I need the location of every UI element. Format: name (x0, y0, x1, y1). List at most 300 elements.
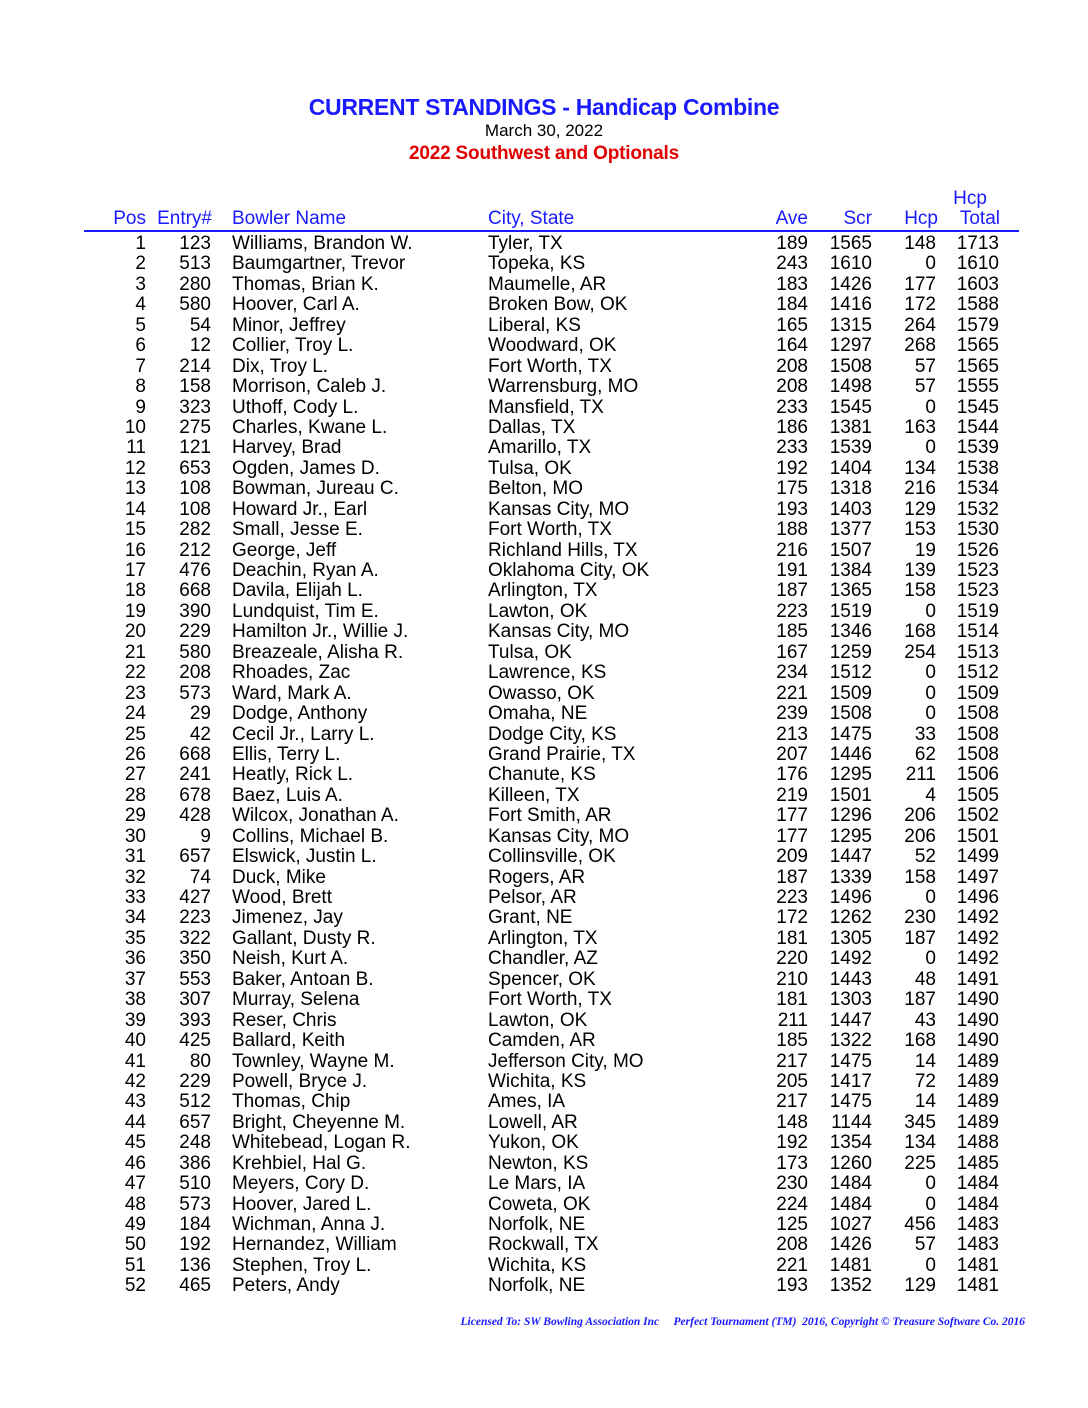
scr-cell: 1416 (829, 294, 872, 316)
table-row (0, 398, 1088, 418)
ave-cell: 125 (776, 1214, 808, 1235)
city-state-cell: Amarillo, TX (488, 437, 592, 459)
entry-cell: 513 (179, 253, 211, 275)
hcp-cell: 129 (904, 498, 936, 520)
table-row (0, 541, 1088, 561)
hcp-cell: 0 (925, 887, 936, 908)
ave-cell: 183 (776, 273, 808, 295)
pos-cell: 14 (124, 498, 146, 520)
entry-cell: 121 (179, 437, 211, 459)
bowler-name-cell: Charles, Kwane L. (232, 416, 388, 438)
pos-cell: 38 (124, 989, 146, 1011)
hcp-cell: 230 (904, 907, 936, 929)
hcp-cell: 0 (925, 1193, 936, 1215)
bowler-name-cell: Townley, Wayne M. (232, 1050, 395, 1072)
table-row (0, 929, 1088, 949)
hcp-total-cell: 1485 (956, 1152, 999, 1174)
ave-cell: 184 (776, 294, 808, 316)
pos-cell: 21 (124, 641, 146, 663)
ave-cell: 177 (776, 825, 808, 847)
hcp-cell: 211 (905, 764, 936, 786)
city-state-cell: Wichita, KS (488, 1254, 587, 1276)
bowler-name-cell: Hoover, Carl A. (232, 294, 360, 316)
hcp-cell: 0 (925, 682, 936, 704)
city-state-cell: Richland Hills, TX (488, 539, 638, 561)
scr-cell: 1539 (829, 437, 872, 459)
entry-cell: 386 (179, 1152, 211, 1174)
entry-cell: 653 (179, 457, 211, 479)
hcp-total-cell: 1555 (956, 376, 999, 398)
city-state-cell: Owasso, OK (488, 682, 595, 704)
table-row (0, 500, 1088, 520)
hcp-cell: 134 (904, 457, 936, 479)
entry-cell: 275 (179, 416, 211, 438)
bowler-name-cell: Bright, Cheyenne M. (232, 1111, 406, 1133)
scr-cell: 1507 (829, 539, 872, 561)
standings-table (0, 234, 1088, 1297)
city-state-cell: Omaha, NE (488, 703, 588, 725)
city-state-cell: Newton, KS (488, 1152, 589, 1174)
table-row (0, 254, 1088, 274)
pos-cell: 7 (135, 355, 146, 377)
ave-cell: 221 (776, 682, 808, 704)
entry-cell: 108 (179, 478, 211, 500)
scr-cell: 1481 (829, 1254, 872, 1276)
bowler-name-cell: Wilcox, Jonathan A. (232, 805, 399, 827)
entry-cell: 510 (179, 1173, 211, 1195)
entry-cell: 29 (189, 703, 211, 725)
city-state-cell: Lawton, OK (488, 600, 588, 622)
scr-cell: 1475 (829, 723, 872, 745)
hcp-cell: 153 (904, 519, 936, 541)
city-state-cell: Spencer, OK (488, 968, 596, 990)
bowler-name-cell: Lundquist, Tim E. (232, 600, 379, 622)
entry-cell: 657 (179, 1111, 211, 1133)
city-state-cell: Oklahoma City, OK (488, 560, 650, 581)
pos-cell: 12 (124, 457, 146, 479)
hcp-total-cell: 1534 (956, 478, 999, 500)
bowler-name-cell: Collins, Michael B. (232, 825, 389, 847)
scr-cell: 1426 (829, 273, 872, 295)
hcp-cell: 158 (904, 580, 936, 602)
scr-cell: 1354 (829, 1132, 872, 1154)
hcp-total-cell: 1492 (956, 927, 999, 949)
table-row (0, 745, 1088, 765)
scr-cell: 1610 (829, 253, 872, 275)
scr-cell: 1377 (829, 519, 872, 541)
entry-cell: 123 (179, 233, 211, 254)
scr-cell: 1346 (829, 621, 872, 643)
ave-cell: 205 (776, 1070, 808, 1092)
ave-cell: 207 (776, 743, 808, 765)
city-state-cell: Norfolk, NE (488, 1214, 586, 1235)
hcp-cell: 0 (925, 600, 936, 622)
city-state-cell: Chanute, KS (488, 764, 596, 786)
hcp-cell: 14 (914, 1050, 936, 1072)
entry-cell: 323 (179, 396, 211, 418)
bowler-name-cell: Cecil Jr., Larry L. (232, 723, 375, 745)
hcp-cell: 48 (914, 968, 936, 990)
hcp-total-cell: 1523 (956, 580, 999, 602)
hcp-total-cell: 1523 (956, 560, 999, 581)
hcp-cell: 206 (904, 805, 936, 827)
table-row (0, 847, 1088, 867)
hcp-total-cell: 1490 (956, 989, 999, 1011)
table-row (0, 357, 1088, 377)
ave-cell: 175 (776, 478, 808, 500)
entry-cell: 573 (179, 682, 211, 704)
ave-cell: 208 (776, 376, 808, 398)
pos-cell: 31 (124, 846, 146, 868)
table-row (0, 377, 1088, 397)
pos-cell: 16 (124, 539, 146, 561)
table-row (0, 1235, 1088, 1255)
scr-cell: 1498 (829, 376, 872, 398)
city-state-cell: Lawton, OK (488, 1009, 588, 1031)
ave-cell: 177 (776, 805, 808, 827)
pos-cell: 45 (124, 1132, 146, 1154)
bowler-name-cell: Williams, Brandon W. (232, 233, 413, 254)
hcp-cell: 177 (904, 273, 936, 295)
ave-cell: 216 (776, 539, 808, 561)
pos-cell: 2 (135, 253, 146, 275)
entry-cell: 12 (189, 335, 211, 357)
pos-cell: 44 (124, 1111, 146, 1133)
city-state-cell: Broken Bow, OK (488, 294, 628, 316)
hcp-total-cell: 1508 (956, 703, 999, 725)
hcp-cell: 225 (904, 1152, 936, 1174)
table-row (0, 786, 1088, 806)
hcp-cell: 163 (904, 416, 936, 438)
entry-cell: 657 (179, 846, 211, 868)
hcp-total-cell: 1481 (956, 1275, 999, 1297)
pos-cell: 30 (124, 825, 146, 847)
city-state-cell: Pelsor, AR (488, 887, 577, 908)
scr-cell: 1297 (829, 335, 872, 357)
scr-cell: 1565 (829, 233, 872, 254)
bowler-name-cell: Jimenez, Jay (232, 907, 343, 929)
hcp-total-cell: 1490 (956, 1030, 999, 1052)
hcp-cell: 264 (904, 314, 936, 336)
bowler-name-cell: Harvey, Brad (232, 437, 342, 459)
scr-cell: 1262 (829, 907, 872, 929)
ave-cell: 192 (776, 457, 808, 479)
column-header-scr: Scr (843, 208, 872, 229)
page-title: CURRENT STANDINGS - Handicap Combine (308, 94, 780, 120)
pos-cell: 9 (135, 396, 146, 418)
city-state-cell: Fort Smith, AR (488, 805, 612, 827)
scr-cell: 1365 (829, 580, 872, 602)
column-header-hcp-total-line1: Hcp (953, 188, 987, 209)
table-row (0, 438, 1088, 458)
bowler-name-cell: Hoover, Jared L. (232, 1193, 372, 1215)
scr-cell: 1417 (829, 1070, 872, 1092)
city-state-cell: Wichita, KS (488, 1070, 587, 1092)
column-header-bowler-name: Bowler Name (232, 208, 347, 229)
city-state-cell: Rogers, AR (488, 866, 586, 888)
pos-cell: 20 (124, 621, 146, 643)
pos-cell: 26 (124, 743, 146, 765)
hcp-cell: 456 (904, 1214, 936, 1235)
scr-cell: 1447 (829, 846, 872, 868)
table-row (0, 1113, 1088, 1133)
scr-cell: 1496 (829, 887, 872, 908)
table-row (0, 1133, 1088, 1153)
table-row (0, 949, 1088, 969)
city-state-cell: Le Mars, IA (488, 1173, 586, 1195)
hcp-total-cell: 1483 (956, 1214, 999, 1235)
column-header-row (0, 188, 1088, 232)
entry-cell: 108 (179, 498, 211, 520)
entry-cell: 668 (179, 580, 211, 602)
hcp-cell: 33 (914, 723, 936, 745)
hcp-total-cell: 1508 (956, 723, 999, 745)
hcp-cell: 172 (904, 294, 936, 316)
pos-cell: 34 (124, 907, 146, 929)
entry-cell: 307 (179, 989, 211, 1011)
pos-cell: 28 (124, 784, 146, 806)
entry-cell: 158 (179, 376, 211, 398)
bowler-name-cell: Whitebead, Logan R. (232, 1132, 411, 1154)
ave-cell: 176 (776, 764, 808, 786)
bowler-name-cell: Thomas, Chip (232, 1091, 351, 1113)
hcp-total-cell: 1489 (956, 1091, 999, 1113)
ave-cell: 221 (776, 1254, 808, 1276)
scr-cell: 1027 (829, 1214, 872, 1235)
pos-cell: 51 (124, 1254, 146, 1276)
hcp-cell: 0 (925, 703, 936, 725)
hcp-total-cell: 1481 (956, 1254, 999, 1276)
hcp-total-cell: 1488 (956, 1132, 999, 1154)
city-state-cell: Norfolk, NE (488, 1275, 586, 1297)
table-row (0, 234, 1088, 254)
entry-cell: 580 (179, 294, 211, 316)
ave-cell: 192 (776, 1132, 808, 1154)
scr-cell: 1381 (829, 416, 872, 438)
table-row (0, 684, 1088, 704)
bowler-name-cell: Uthoff, Cody L. (232, 396, 359, 418)
scr-cell: 1305 (829, 927, 872, 949)
hcp-total-cell: 1489 (956, 1111, 999, 1133)
hcp-total-cell: 1519 (956, 600, 999, 622)
ave-cell: 211 (777, 1009, 808, 1031)
entry-cell: 248 (179, 1132, 211, 1154)
pos-cell: 5 (135, 314, 146, 336)
bowler-name-cell: Hernandez, William (232, 1234, 397, 1256)
hcp-cell: 206 (904, 825, 936, 847)
pos-cell: 18 (124, 580, 146, 602)
pos-cell: 11 (126, 437, 146, 459)
table-row (0, 1011, 1088, 1031)
ave-cell: 164 (776, 335, 808, 357)
entry-cell: 390 (179, 600, 211, 622)
table-row (0, 520, 1088, 540)
scr-cell: 1509 (829, 682, 872, 704)
scr-cell: 1339 (829, 866, 872, 888)
bowler-name-cell: Morrison, Caleb J. (232, 376, 387, 398)
city-state-cell: Warrensburg, MO (488, 376, 639, 398)
ave-cell: 181 (776, 989, 808, 1011)
ave-cell: 223 (776, 600, 808, 622)
city-state-cell: Camden, AR (488, 1030, 596, 1052)
table-row (0, 295, 1088, 315)
hcp-cell: 57 (914, 1234, 936, 1256)
entry-cell: 668 (179, 743, 211, 765)
hcp-total-cell: 1490 (956, 1009, 999, 1031)
hcp-total-cell: 1491 (956, 968, 999, 990)
entry-cell: 9 (200, 825, 211, 847)
table-row (0, 990, 1088, 1010)
pos-cell: 8 (135, 376, 146, 398)
table-row (0, 1154, 1088, 1174)
table-row (0, 1215, 1088, 1235)
city-state-cell: Kansas City, MO (488, 825, 630, 847)
hcp-cell: 187 (904, 927, 936, 949)
scr-cell: 1508 (829, 703, 872, 725)
hcp-total-cell: 1483 (956, 1234, 999, 1256)
scr-cell: 1475 (829, 1091, 872, 1113)
entry-cell: 184 (179, 1214, 211, 1235)
ave-cell: 167 (776, 641, 808, 663)
hcp-total-cell: 1489 (956, 1050, 999, 1072)
ave-cell: 186 (776, 416, 808, 438)
ave-cell: 193 (776, 1275, 808, 1297)
hcp-cell: 72 (914, 1070, 936, 1092)
hcp-cell: 4 (925, 784, 936, 806)
table-row (0, 602, 1088, 622)
hcp-cell: 0 (925, 396, 936, 418)
entry-cell: 223 (179, 907, 211, 929)
scr-cell: 1545 (829, 396, 872, 418)
hcp-cell: 158 (904, 866, 936, 888)
pos-cell: 52 (124, 1275, 146, 1297)
hcp-cell: 254 (904, 641, 936, 663)
ave-cell: 185 (776, 1030, 808, 1052)
bowler-name-cell: Minor, Jeffrey (232, 314, 346, 336)
hcp-cell: 187 (904, 989, 936, 1011)
city-state-cell: Kansas City, MO (488, 498, 630, 520)
scr-cell: 1303 (829, 989, 872, 1011)
entry-cell: 42 (189, 723, 211, 745)
ave-cell: 193 (776, 498, 808, 520)
hcp-total-cell: 1588 (956, 294, 999, 316)
table-row (0, 1031, 1088, 1051)
hcp-total-cell: 1497 (956, 866, 999, 888)
table-row (0, 275, 1088, 295)
pos-cell: 48 (124, 1193, 146, 1215)
ave-cell: 223 (776, 887, 808, 908)
hcp-total-cell: 1496 (956, 887, 999, 908)
bowler-name-cell: Powell, Bryce J. (232, 1070, 368, 1092)
table-row (0, 418, 1088, 438)
table-row (0, 704, 1088, 724)
entry-cell: 580 (179, 641, 211, 663)
column-header-city-state: City, State (488, 208, 575, 229)
table-row (0, 827, 1088, 847)
entry-cell: 427 (179, 887, 211, 908)
ave-cell: 189 (776, 233, 808, 254)
hcp-total-cell: 1492 (956, 907, 999, 929)
bowler-name-cell: Ellis, Terry L. (232, 743, 341, 765)
column-header-entry: Entry# (157, 208, 212, 229)
pos-cell: 19 (124, 600, 146, 622)
bowler-name-cell: Bowman, Jureau C. (232, 478, 399, 500)
entry-cell: 322 (179, 927, 211, 949)
bowler-name-cell: Reser, Chris (232, 1009, 337, 1031)
city-state-cell: Maumelle, AR (488, 273, 607, 295)
entry-cell: 136 (179, 1254, 211, 1276)
scr-cell: 1512 (829, 662, 872, 684)
ave-cell: 239 (776, 703, 808, 725)
column-header-pos: Pos (113, 208, 146, 229)
scr-cell: 1443 (829, 968, 872, 990)
hcp-cell: 268 (904, 335, 936, 357)
bowler-name-cell: Ward, Mark A. (232, 682, 352, 704)
scr-cell: 1384 (829, 560, 872, 581)
ave-cell: 234 (776, 662, 808, 684)
table-row (0, 868, 1088, 888)
hcp-total-cell: 1506 (956, 764, 999, 786)
entry-cell: 553 (179, 968, 211, 990)
scr-cell: 1318 (829, 478, 872, 500)
ave-cell: 219 (776, 784, 808, 806)
ave-cell: 210 (776, 968, 808, 990)
scr-cell: 1322 (829, 1030, 872, 1052)
city-state-cell: Dodge City, KS (488, 723, 617, 745)
hcp-cell: 0 (925, 1254, 936, 1276)
pos-cell: 10 (124, 416, 146, 438)
hcp-total-cell: 1502 (956, 805, 999, 827)
pos-cell: 1 (135, 233, 146, 254)
bowler-name-cell: Davila, Elijah L. (232, 580, 363, 602)
scr-cell: 1519 (829, 600, 872, 622)
hcp-total-cell: 1532 (956, 498, 999, 520)
city-state-cell: Jefferson City, MO (488, 1050, 644, 1072)
table-row (0, 581, 1088, 601)
city-state-cell: Liberal, KS (488, 314, 581, 336)
bowler-name-cell: Baez, Luis A. (232, 784, 343, 806)
pos-cell: 6 (135, 335, 146, 357)
ave-cell: 172 (776, 907, 808, 929)
bowler-name-cell: Duck, Mike (232, 866, 326, 888)
city-state-cell: Collinsville, OK (488, 846, 616, 868)
bowler-name-cell: Heatly, Rick L. (232, 764, 354, 786)
entry-cell: 280 (179, 273, 211, 295)
ave-cell: 243 (776, 253, 808, 275)
entry-cell: 208 (179, 662, 211, 684)
city-state-cell: Grant, NE (488, 907, 573, 929)
pos-cell: 17 (124, 560, 146, 581)
pos-cell: 47 (124, 1173, 146, 1195)
bowler-name-cell: Ogden, James D. (232, 457, 380, 479)
table-row (0, 1256, 1088, 1276)
bowler-name-cell: Elswick, Justin L. (232, 846, 377, 868)
ave-cell: 224 (776, 1193, 808, 1215)
scr-cell: 1447 (829, 1009, 872, 1031)
column-header-hcp-total-line2: Total (959, 208, 1000, 229)
pos-cell: 49 (124, 1214, 146, 1235)
bowler-name-cell: Neish, Kurt A. (232, 948, 349, 970)
table-row (0, 336, 1088, 356)
hcp-total-cell: 1603 (956, 273, 999, 295)
scr-cell: 1144 (831, 1111, 872, 1133)
hcp-total-cell: 1509 (956, 682, 999, 704)
hcp-cell: 0 (925, 437, 936, 459)
report-date: March 30, 2022 (484, 121, 604, 140)
scr-cell: 1404 (829, 457, 872, 479)
hcp-cell: 168 (904, 1030, 936, 1052)
pos-cell: 13 (124, 478, 146, 500)
